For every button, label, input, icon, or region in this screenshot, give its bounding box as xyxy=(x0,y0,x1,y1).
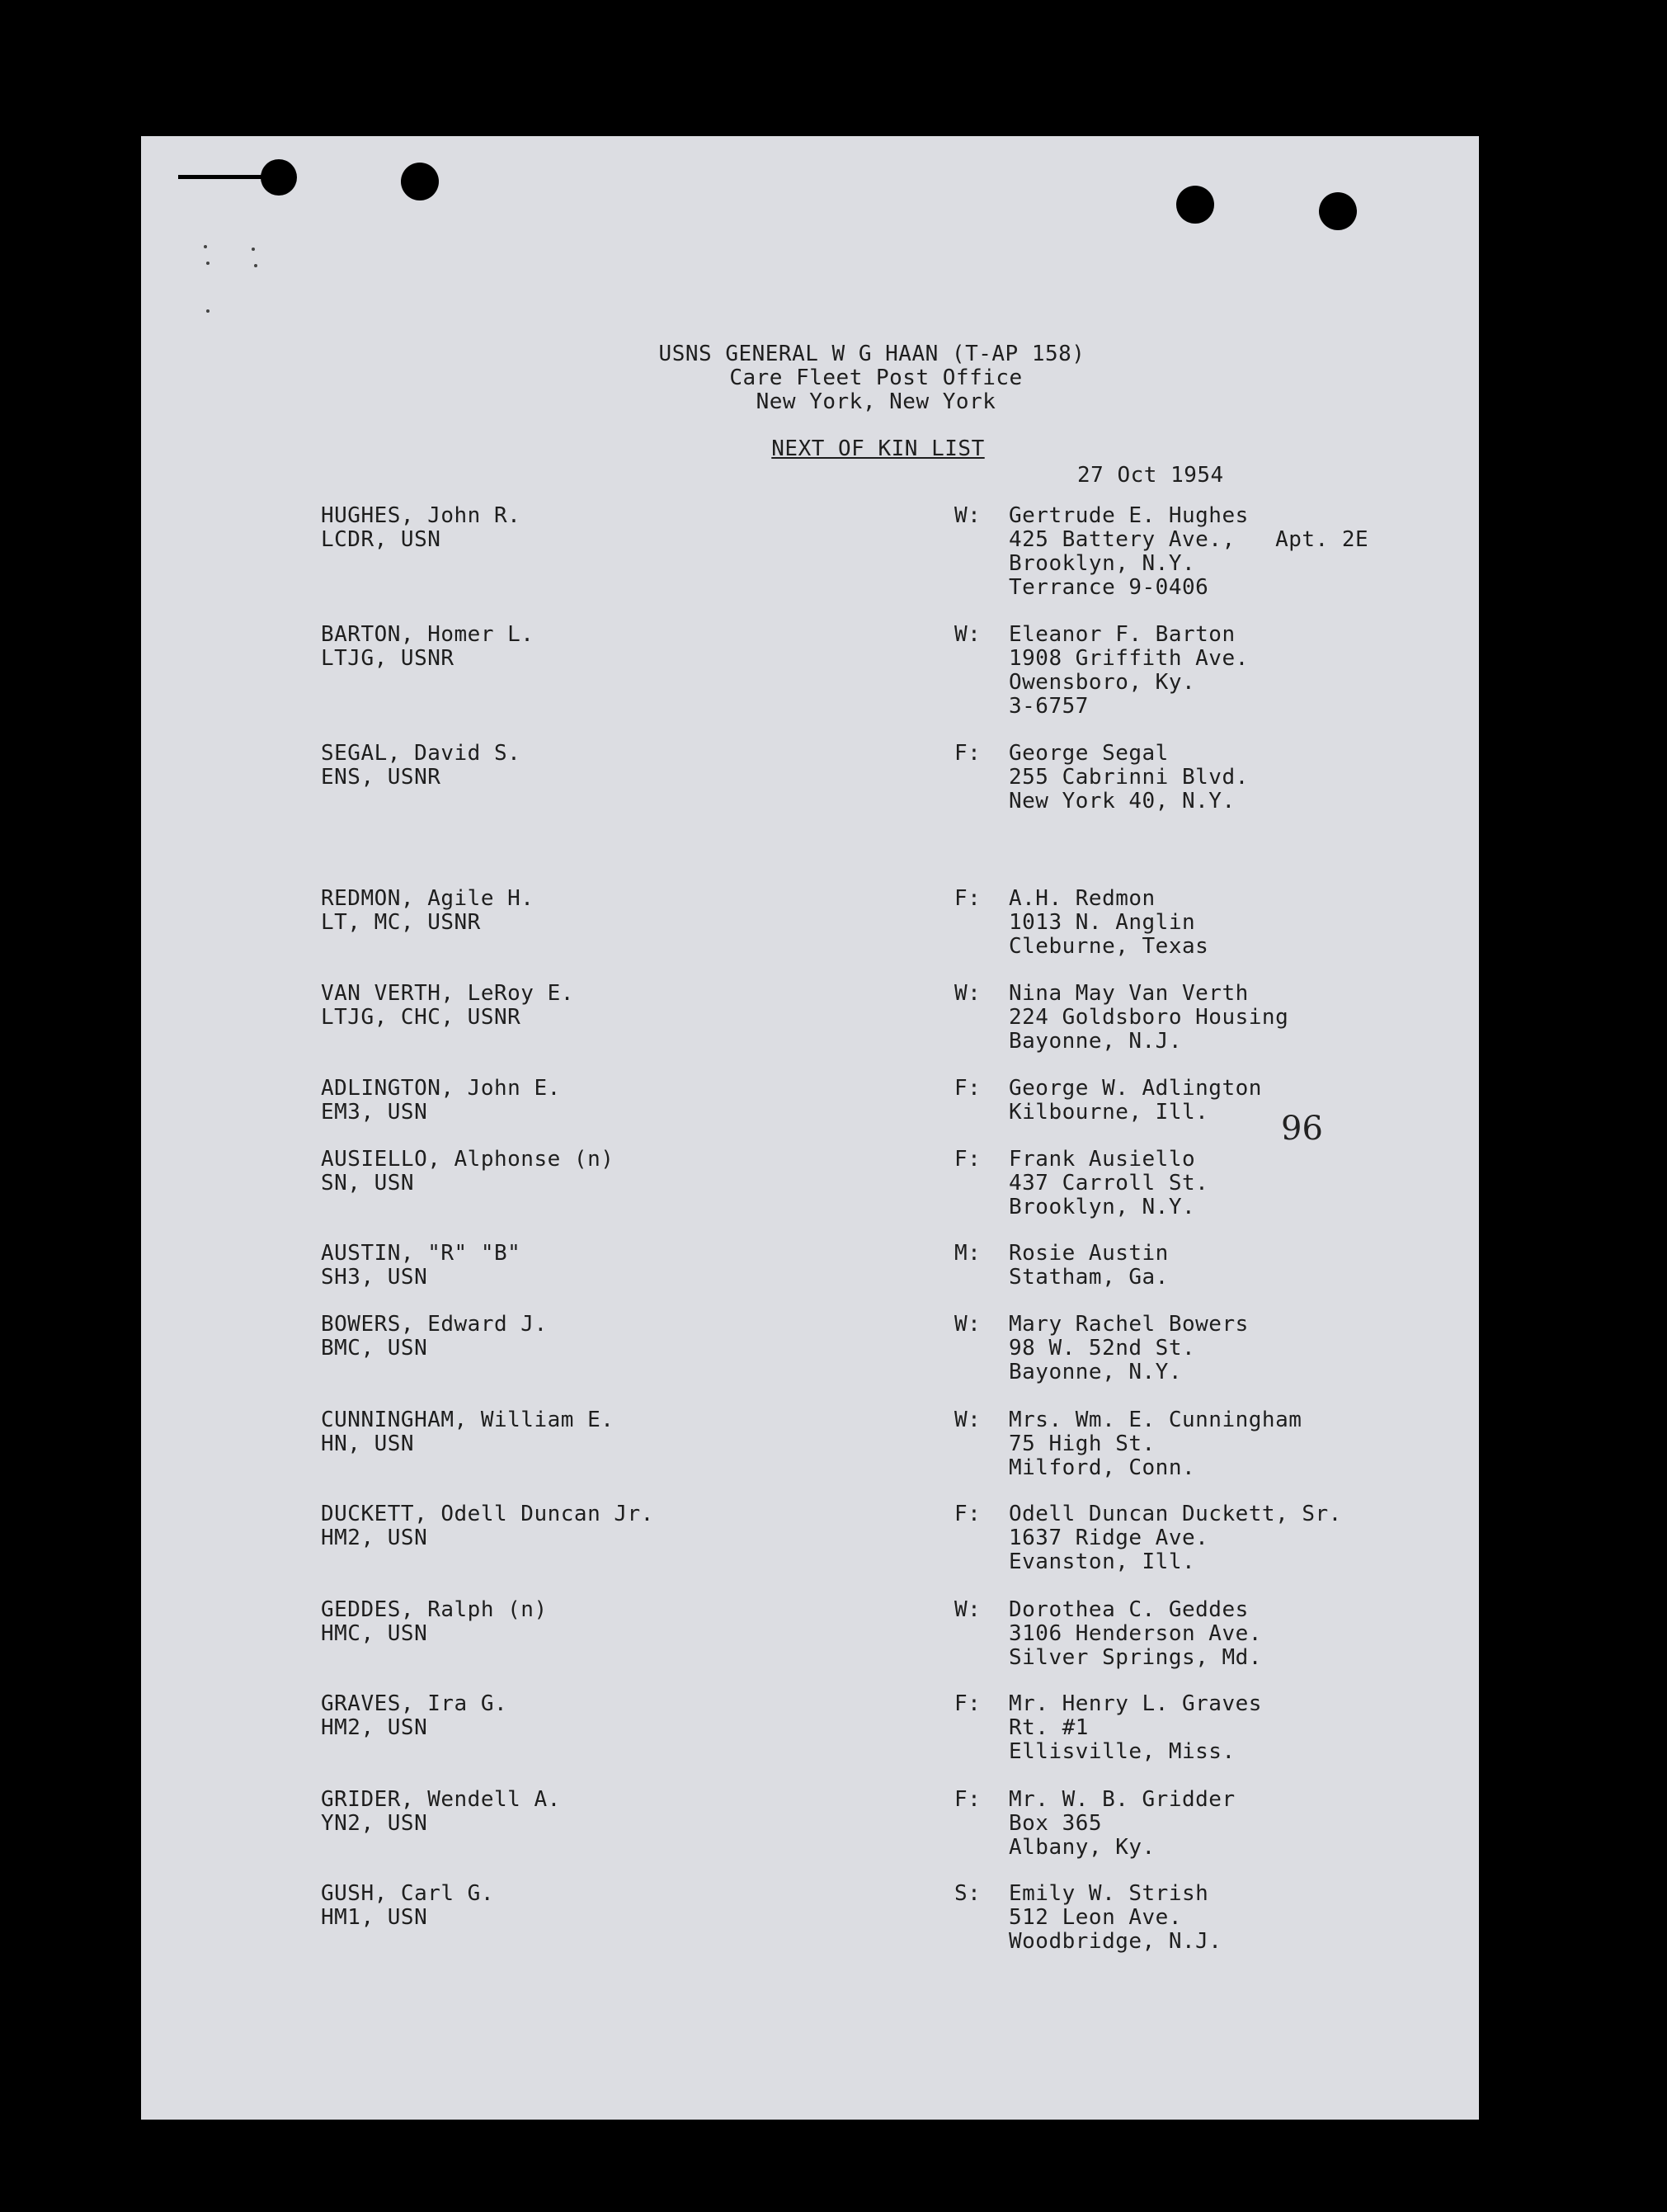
kin-address-line: Bayonne, N.Y. xyxy=(1009,1360,1182,1384)
kin-address-line: 224 Goldsboro Housing xyxy=(1009,1005,1289,1030)
speck xyxy=(254,264,257,267)
kin-address-line: Box 365 xyxy=(1009,1811,1103,1836)
entry-relation: F: xyxy=(954,886,982,911)
kin-address-line: 75 High St. xyxy=(1009,1431,1156,1456)
entry-relation: W: xyxy=(954,1408,982,1432)
city-line: New York, New York xyxy=(756,389,996,414)
entry-relation: S: xyxy=(954,1881,982,1906)
kin-address-line: 512 Leon Ave. xyxy=(1009,1905,1182,1930)
entry-name: DUCKETT, Odell Duncan Jr. xyxy=(321,1502,654,1526)
entry-relation: F: xyxy=(954,1787,982,1812)
kin-address-line: Nina May Van Verth xyxy=(1009,981,1249,1006)
entry-name: BARTON, Homer L. xyxy=(321,622,534,647)
entry-rank: LTJG, USNR xyxy=(321,646,454,671)
entry-rank: HM1, USN xyxy=(321,1905,428,1930)
kin-address-line: Cleburne, Texas xyxy=(1009,934,1209,959)
entry-relation: W: xyxy=(954,1312,982,1337)
entry-rank: HM2, USN xyxy=(321,1715,428,1740)
entry-relation: F: xyxy=(954,1691,982,1716)
kin-address-line: Dorothea C. Geddes xyxy=(1009,1597,1249,1622)
entry-name: CUNNINGHAM, William E. xyxy=(321,1408,615,1432)
entry-name: GRIDER, Wendell A. xyxy=(321,1787,561,1812)
entry-rank: LCDR, USN xyxy=(321,527,441,552)
entry-rank: BMC, USN xyxy=(321,1336,428,1361)
kin-address-line: Mrs. Wm. E. Cunningham xyxy=(1009,1408,1302,1432)
kin-address-line: Milford, Conn. xyxy=(1009,1455,1196,1480)
entry-name: AUSIELLO, Alphonse (n) xyxy=(321,1147,615,1172)
speck xyxy=(252,248,255,251)
speck xyxy=(204,245,207,248)
entry-relation: F: xyxy=(954,1076,982,1101)
kin-address-line: 3-6757 xyxy=(1009,694,1089,719)
kin-address-line: 1908 Griffith Ave. xyxy=(1009,646,1249,671)
kin-address-line: Rosie Austin xyxy=(1009,1241,1169,1266)
kin-address-line: Bayonne, N.J. xyxy=(1009,1029,1182,1054)
entry-name: GUSH, Carl G. xyxy=(321,1881,494,1906)
entry-rank: HN, USN xyxy=(321,1431,415,1456)
entry-rank: HMC, USN xyxy=(321,1621,428,1646)
kin-address-line: Mr. Henry L. Graves xyxy=(1009,1691,1262,1716)
kin-address-line: A.H. Redmon xyxy=(1009,886,1156,911)
kin-address-line: Gertrude E. Hughes xyxy=(1009,503,1249,528)
punch-hole xyxy=(401,163,439,200)
entry-rank: LTJG, CHC, USNR xyxy=(321,1005,521,1030)
kin-address-line: Evanston, Ill. xyxy=(1009,1549,1196,1574)
entry-rank: SN, USN xyxy=(321,1171,415,1196)
kin-address-line: 425 Battery Ave., Apt. 2E xyxy=(1009,527,1369,552)
kin-address-line: Mary Rachel Bowers xyxy=(1009,1312,1249,1337)
kin-address-line: Eleanor F. Barton xyxy=(1009,622,1236,647)
kin-address-line: 437 Carroll St. xyxy=(1009,1171,1209,1196)
kin-address-line: Mr. W. B. Gridder xyxy=(1009,1787,1236,1812)
kin-address-line: Rt. #1 xyxy=(1009,1715,1089,1740)
entry-relation: W: xyxy=(954,503,982,528)
kin-address-line: Kilbourne, Ill. xyxy=(1009,1100,1209,1125)
entry-rank: HM2, USN xyxy=(321,1526,428,1550)
kin-address-line: Ellisville, Miss. xyxy=(1009,1739,1236,1764)
speck xyxy=(206,309,210,313)
entry-rank: EM3, USN xyxy=(321,1100,428,1125)
entry-relation: W: xyxy=(954,1597,982,1622)
punch-hole xyxy=(1176,186,1214,224)
kin-address-line: George Segal xyxy=(1009,741,1169,766)
entry-name: VAN VERTH, LeRoy E. xyxy=(321,981,574,1006)
entry-relation: F: xyxy=(954,1147,982,1172)
kin-address-line: 3106 Henderson Ave. xyxy=(1009,1621,1262,1646)
entry-name: GRAVES, Ira G. xyxy=(321,1691,508,1716)
entry-relation: W: xyxy=(954,981,982,1006)
kin-address-line: 1637 Ridge Ave. xyxy=(1009,1526,1209,1550)
kin-address-line: Brooklyn, N.Y. xyxy=(1009,551,1196,576)
post-office-line: Care Fleet Post Office xyxy=(729,366,1023,390)
kin-address-line: George W. Adlington xyxy=(1009,1076,1262,1101)
kin-address-line: Owensboro, Ky. xyxy=(1009,670,1196,695)
kin-address-line: New York 40, N.Y. xyxy=(1009,789,1236,814)
entry-rank: SH3, USN xyxy=(321,1265,428,1290)
entry-rank: LT, MC, USNR xyxy=(321,910,481,935)
list-date: 27 Oct 1954 xyxy=(1077,463,1224,488)
kin-address-line: 1013 N. Anglin xyxy=(1009,910,1196,935)
kin-address-line: Silver Springs, Md. xyxy=(1009,1645,1262,1670)
entry-name: GEDDES, Ralph (n) xyxy=(321,1597,548,1622)
kin-address-line: Frank Ausiello xyxy=(1009,1147,1196,1172)
list-title: NEXT OF KIN LIST xyxy=(771,436,985,461)
document-page xyxy=(141,136,1479,2120)
speck xyxy=(206,262,210,265)
page-number-stamp: 96 xyxy=(1281,1110,1323,1148)
entry-name: AUSTIN, "R" "B" xyxy=(321,1241,521,1266)
kin-address-line: 255 Cabrinni Blvd. xyxy=(1009,765,1249,790)
staple-mark xyxy=(178,175,269,179)
kin-address-line: Statham, Ga. xyxy=(1009,1265,1169,1290)
kin-address-line: Albany, Ky. xyxy=(1009,1835,1156,1860)
kin-address-line: Emily W. Strish xyxy=(1009,1881,1209,1906)
entry-name: SEGAL, David S. xyxy=(321,741,521,766)
entry-relation: W: xyxy=(954,622,982,647)
entry-name: REDMON, Agile H. xyxy=(321,886,534,911)
kin-address-line: Odell Duncan Duckett, Sr. xyxy=(1009,1502,1342,1526)
entry-name: BOWERS, Edward J. xyxy=(321,1312,548,1337)
kin-address-line: 98 W. 52nd St. xyxy=(1009,1336,1196,1361)
ship-name: USNS GENERAL W G HAAN (T-AP 158) xyxy=(658,342,1085,366)
entry-relation: M: xyxy=(954,1241,982,1266)
entry-name: ADLINGTON, John E. xyxy=(321,1076,561,1101)
kin-address-line: Woodbridge, N.J. xyxy=(1009,1929,1222,1954)
kin-address-line: Terrance 9-0406 xyxy=(1009,575,1209,600)
kin-address-line: Brooklyn, N.Y. xyxy=(1009,1195,1196,1219)
punch-hole xyxy=(1319,192,1357,230)
entry-name: HUGHES, John R. xyxy=(321,503,521,528)
entry-relation: F: xyxy=(954,741,982,766)
entry-rank: YN2, USN xyxy=(321,1811,428,1836)
entry-relation: F: xyxy=(954,1502,982,1526)
entry-rank: ENS, USNR xyxy=(321,765,441,790)
